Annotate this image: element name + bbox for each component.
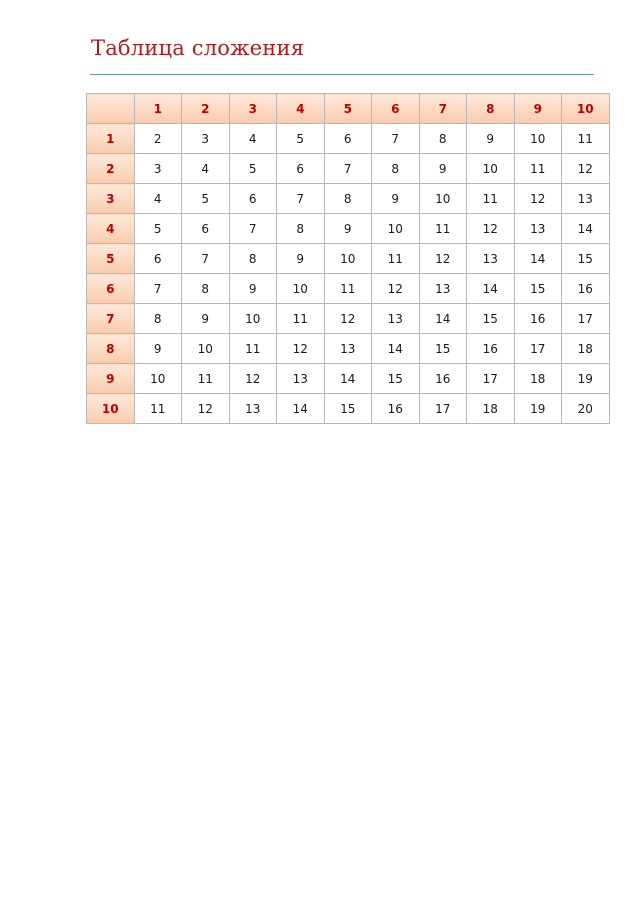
column-header: 6: [372, 94, 420, 124]
sum-cell: 11: [134, 394, 182, 424]
row-header: 7: [87, 304, 135, 334]
sum-cell: 15: [324, 394, 372, 424]
table-row: [87, 124, 610, 154]
addition-table: [86, 93, 610, 424]
sum-cell: 10: [277, 274, 325, 304]
sum-cell: 12: [324, 304, 372, 334]
column-header: 1: [134, 94, 182, 124]
sum-cell: 18: [562, 334, 610, 364]
sum-cell: 12: [467, 214, 515, 244]
sum-cell: 15: [467, 304, 515, 334]
sum-cell: 5: [229, 154, 277, 184]
sum-cell: 8: [419, 124, 467, 154]
table-row: [87, 184, 610, 214]
sum-cell: 10: [419, 184, 467, 214]
sum-cell: 18: [514, 364, 562, 394]
sum-cell: 19: [514, 394, 562, 424]
sum-cell: 3: [182, 124, 230, 154]
header-row: [87, 94, 610, 124]
sum-cell: 8: [134, 304, 182, 334]
column-header: 7: [419, 94, 467, 124]
sum-cell: 12: [229, 364, 277, 394]
sum-cell: 7: [277, 184, 325, 214]
sum-cell: 11: [372, 244, 420, 274]
sum-cell: 8: [277, 214, 325, 244]
sum-cell: 2: [134, 124, 182, 154]
sum-cell: 13: [467, 244, 515, 274]
column-header: 10: [562, 94, 610, 124]
sum-cell: 10: [514, 124, 562, 154]
row-header: 5: [87, 244, 135, 274]
sum-cell: 12: [182, 394, 230, 424]
sum-cell: 9: [277, 244, 325, 274]
sum-cell: 10: [324, 244, 372, 274]
sum-cell: 15: [562, 244, 610, 274]
sum-cell: 13: [324, 334, 372, 364]
sum-cell: 12: [372, 274, 420, 304]
sum-cell: 5: [182, 184, 230, 214]
row-header: 9: [87, 364, 135, 394]
sum-cell: 4: [182, 154, 230, 184]
sum-cell: 4: [229, 124, 277, 154]
sum-cell: 16: [562, 274, 610, 304]
sum-cell: 7: [134, 274, 182, 304]
table-row: [87, 394, 610, 424]
table-row: [87, 364, 610, 394]
sum-cell: 16: [467, 334, 515, 364]
sum-cell: 14: [419, 304, 467, 334]
sum-cell: 10: [182, 334, 230, 364]
sum-cell: 15: [514, 274, 562, 304]
sum-cell: 14: [562, 214, 610, 244]
row-header: 3: [87, 184, 135, 214]
sum-cell: 17: [419, 394, 467, 424]
sum-cell: 8: [182, 274, 230, 304]
sum-cell: 12: [562, 154, 610, 184]
sum-cell: 9: [372, 184, 420, 214]
sum-cell: 11: [229, 334, 277, 364]
sum-cell: 11: [562, 124, 610, 154]
sum-cell: 11: [419, 214, 467, 244]
sum-cell: 20: [562, 394, 610, 424]
sum-cell: 3: [134, 154, 182, 184]
sum-cell: 16: [419, 364, 467, 394]
sum-cell: 9: [324, 214, 372, 244]
sum-cell: 16: [372, 394, 420, 424]
table-row: [87, 334, 610, 364]
sum-cell: 11: [277, 304, 325, 334]
sum-cell: 7: [372, 124, 420, 154]
sum-cell: 6: [182, 214, 230, 244]
sum-cell: 7: [324, 154, 372, 184]
column-header: 5: [324, 94, 372, 124]
table-row: [87, 154, 610, 184]
sum-cell: 13: [229, 394, 277, 424]
sum-cell: 6: [134, 244, 182, 274]
row-header: 6: [87, 274, 135, 304]
sum-cell: 10: [134, 364, 182, 394]
sum-cell: 9: [229, 274, 277, 304]
sum-cell: 9: [134, 334, 182, 364]
table-row: [87, 214, 610, 244]
column-header: 2: [182, 94, 230, 124]
sum-cell: 17: [562, 304, 610, 334]
sum-cell: 19: [562, 364, 610, 394]
sum-cell: 16: [514, 304, 562, 334]
sum-cell: 11: [324, 274, 372, 304]
sum-cell: 13: [514, 214, 562, 244]
sum-cell: 15: [372, 364, 420, 394]
sum-cell: 14: [324, 364, 372, 394]
sum-cell: 6: [229, 184, 277, 214]
column-header: 8: [467, 94, 515, 124]
sum-cell: 9: [419, 154, 467, 184]
sum-cell: 18: [467, 394, 515, 424]
sum-cell: 8: [372, 154, 420, 184]
sum-cell: 9: [467, 124, 515, 154]
sum-cell: 11: [514, 154, 562, 184]
table-row: [87, 244, 610, 274]
sum-cell: 11: [467, 184, 515, 214]
row-header: 4: [87, 214, 135, 244]
sum-cell: 6: [324, 124, 372, 154]
row-header: 8: [87, 334, 135, 364]
sum-cell: 14: [277, 394, 325, 424]
sum-cell: 11: [182, 364, 230, 394]
column-header: 4: [277, 94, 325, 124]
sum-cell: 17: [514, 334, 562, 364]
sum-cell: 13: [562, 184, 610, 214]
table-row: [87, 274, 610, 304]
sum-cell: 12: [514, 184, 562, 214]
sum-cell: 14: [514, 244, 562, 274]
sum-cell: 14: [467, 274, 515, 304]
sum-cell: 17: [467, 364, 515, 394]
column-header: 3: [229, 94, 277, 124]
sum-cell: 13: [419, 274, 467, 304]
sum-cell: 7: [229, 214, 277, 244]
column-header: 9: [514, 94, 562, 124]
corner-cell: [87, 94, 135, 124]
sum-cell: 10: [229, 304, 277, 334]
sum-cell: 13: [277, 364, 325, 394]
page-title: Таблица сложения: [91, 36, 305, 60]
title-rule: [90, 74, 594, 75]
sum-cell: 6: [277, 154, 325, 184]
row-header: 10: [87, 394, 135, 424]
sum-cell: 5: [134, 214, 182, 244]
row-header: 1: [87, 124, 135, 154]
sum-cell: 8: [229, 244, 277, 274]
table-row: [87, 304, 610, 334]
sum-cell: 4: [134, 184, 182, 214]
sum-cell: 5: [277, 124, 325, 154]
sum-cell: 12: [419, 244, 467, 274]
sum-cell: 10: [467, 154, 515, 184]
sum-cell: 10: [372, 214, 420, 244]
sum-cell: 8: [324, 184, 372, 214]
sum-cell: 15: [419, 334, 467, 364]
row-header: 2: [87, 154, 135, 184]
sum-cell: 7: [182, 244, 230, 274]
sum-cell: 14: [372, 334, 420, 364]
sum-cell: 13: [372, 304, 420, 334]
sum-cell: 12: [277, 334, 325, 364]
sum-cell: 9: [182, 304, 230, 334]
